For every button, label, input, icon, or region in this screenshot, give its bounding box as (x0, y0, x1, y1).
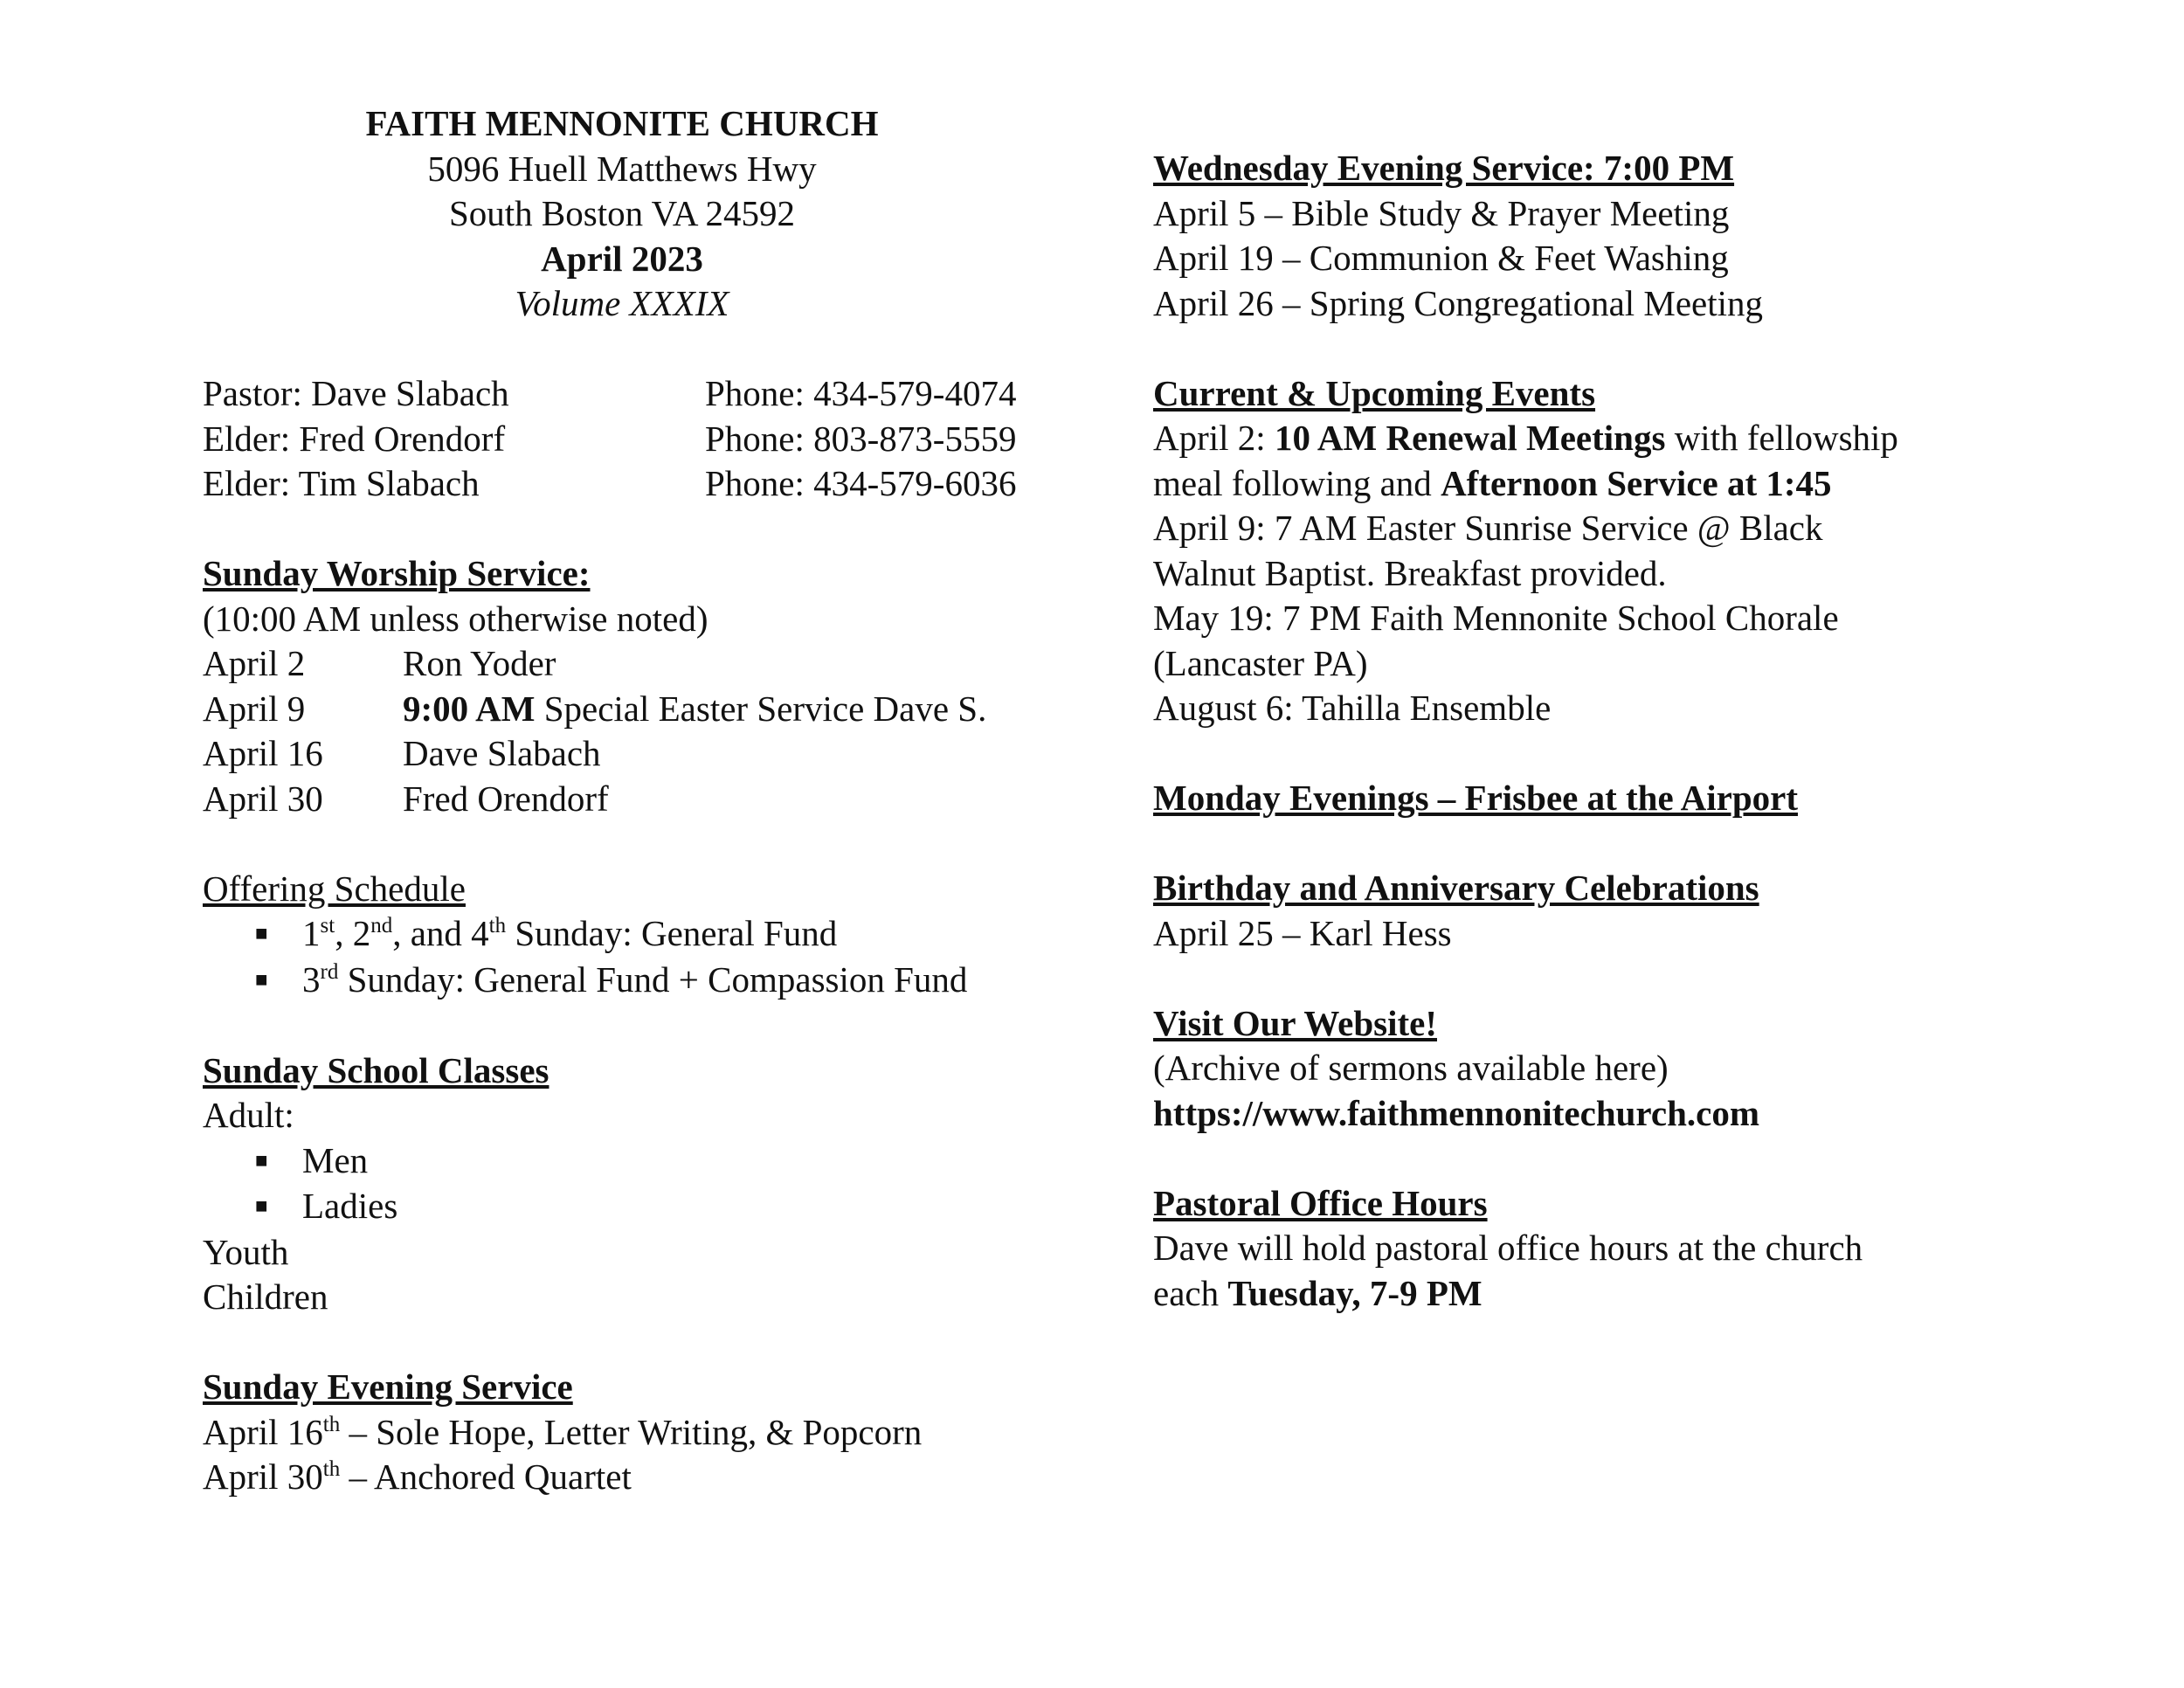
worship-speaker: Ron Yoder (403, 643, 556, 683)
monday-heading: Monday Evenings – Frisbee at the Airport (1153, 778, 1798, 818)
square-bullet-icon: ■ (255, 1195, 268, 1218)
event-line: August 6: Tahilla Ensemble (1153, 688, 1552, 728)
website-url[interactable]: https://www.faithmennonitechurch.com (1153, 1092, 1759, 1133)
left-column (203, 101, 1076, 1500)
worship-speaker: Dave Slabach (403, 733, 601, 773)
contact-name: Pastor: Dave Slabach (203, 373, 509, 413)
event-line: Walnut Baptist. Breakfast provided. (1153, 552, 1667, 593)
event-line: May 19: 7 PM Faith Mennonite School Chorale (1153, 598, 1839, 638)
worship-date: April 9 (203, 688, 306, 729)
address-line-2: South Boston VA 24592 (448, 193, 796, 233)
offering-item: ■ 1st, 2nd, and 4th Sunday: General Fund (203, 911, 1076, 958)
contact-phone: Phone: 434-579-4074 (705, 373, 1017, 413)
contact-phone: Phone: 434-579-6036 (705, 463, 1017, 503)
event-line: meal following and Afternoon Service at 1:45 (1153, 462, 1832, 503)
evening-row: April 16th – Sole Hope, Letter Writing, & Popcorn (203, 1411, 923, 1452)
contact-row (203, 371, 1076, 417)
sunday-worship-section (203, 551, 1076, 821)
address-line-1: 5096 Huell Matthews Hwy (427, 148, 817, 189)
evening-row: April 30th – Anchored Quartet (203, 1456, 632, 1497)
church-name: FAITH MENNONITE CHURCH (365, 103, 879, 143)
class-item: ■ Ladies (203, 1184, 1076, 1230)
celebration-row: April 25 – Karl Hess (1153, 912, 1452, 953)
wednesday-heading: Wednesday Evening Service: 7:00 PM (1153, 148, 1735, 188)
square-bullet-icon: ■ (255, 968, 268, 992)
website-section (1153, 1001, 2027, 1137)
worship-date: April 2 (203, 643, 306, 683)
masthead (203, 101, 1041, 327)
worship-row (203, 731, 1076, 777)
celebrations-section (1153, 866, 2027, 956)
wednesday-section (1153, 146, 2027, 326)
sunday-worship-note: (10:00 AM unless otherwise noted) (203, 598, 708, 639)
square-bullet-icon: ■ (255, 923, 268, 945)
wednesday-row: April 5 – Bible Study & Prayer Meeting (1153, 192, 1730, 233)
event-line: April 9: 7 AM Easter Sunrise Service @ Black (1153, 508, 1823, 548)
right-column (1153, 146, 2027, 1316)
office-hours-line: each Tuesday, 7-9 PM (1153, 1272, 1482, 1313)
offering-section (203, 867, 1076, 1004)
monday-section (1153, 776, 2027, 821)
issue-date: April 2023 (541, 238, 703, 279)
worship-row (203, 777, 1076, 822)
contact-name: Elder: Tim Slabach (203, 463, 480, 503)
sunday-worship-heading: Sunday Worship Service: (203, 553, 591, 593)
event-line: April 2: 10 AM Renewal Meetings with fellowship (1153, 418, 1898, 458)
offering-heading: Offering Schedule (203, 868, 466, 909)
worship-speaker: Special Easter Service Dave S. (535, 688, 987, 729)
children-class: Children (203, 1276, 328, 1317)
wednesday-row: April 26 – Spring Congregational Meeting (1153, 282, 1764, 323)
sunday-school-section (203, 1048, 1076, 1320)
contacts (203, 371, 1076, 507)
sunday-evening-heading: Sunday Evening Service (203, 1366, 573, 1407)
worship-row (203, 641, 1076, 687)
contact-row (203, 417, 1076, 462)
event-line: (Lancaster PA) (1153, 642, 1368, 683)
events-heading: Current & Upcoming Events (1153, 372, 1596, 413)
volume: Volume XXXIX (515, 283, 729, 323)
website-heading: Visit Our Website! (1153, 1002, 1437, 1043)
office-hours-section (1153, 1181, 2027, 1317)
contact-name: Elder: Fred Orendorf (203, 418, 506, 459)
adult-label: Adult: (203, 1095, 294, 1135)
class-item: ■ Men (203, 1138, 1076, 1185)
offering-item: ■ 3rd Sunday: General Fund + Compassion Fund (203, 958, 1076, 1004)
worship-date: April 16 (203, 733, 323, 773)
events-section (1153, 371, 2027, 731)
contact-row (203, 461, 1076, 507)
worship-time: 9:00 AM (403, 688, 536, 729)
celebrations-heading: Birthday and Anniversary Celebrations (1153, 868, 1759, 908)
wednesday-row: April 19 – Communion & Feet Washing (1153, 238, 1729, 278)
youth-class: Youth (203, 1231, 289, 1272)
worship-speaker: Fred Orendorf (403, 778, 609, 819)
square-bullet-icon: ■ (255, 1149, 268, 1173)
website-note: (Archive of sermons available here) (1153, 1048, 1669, 1088)
office-hours-heading: Pastoral Office Hours (1153, 1182, 1488, 1223)
sunday-evening-section (203, 1365, 1076, 1500)
worship-date: April 30 (203, 778, 323, 819)
sunday-school-heading: Sunday School Classes (203, 1049, 549, 1090)
contact-phone: Phone: 803-873-5559 (705, 418, 1017, 459)
office-hours-line: Dave will hold pastoral office hours at the church (1153, 1228, 1863, 1268)
worship-row (203, 687, 1076, 732)
